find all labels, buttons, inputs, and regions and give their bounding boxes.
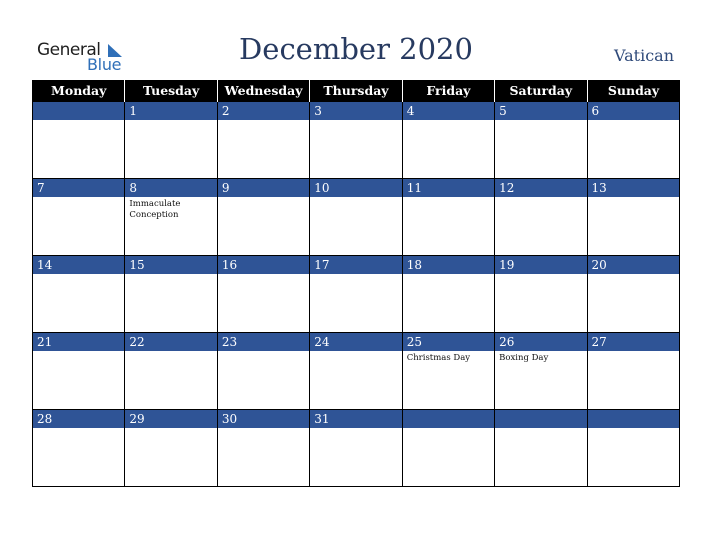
day-cell[interactable] <box>310 333 402 410</box>
day-cell[interactable] <box>125 333 217 410</box>
day-cell[interactable] <box>495 179 587 256</box>
day-number: 9 <box>218 179 309 197</box>
calendar-title: December 2020 <box>239 32 473 66</box>
weekday-header-row <box>33 80 680 102</box>
calendar-grid <box>32 80 680 487</box>
day-cell[interactable] <box>495 256 587 333</box>
day-number: 14 <box>33 256 124 274</box>
day-cell[interactable] <box>587 102 679 179</box>
day-number: 11 <box>403 179 494 197</box>
day-number: 22 <box>125 333 216 351</box>
day-cell[interactable] <box>125 256 217 333</box>
week-row <box>33 179 680 256</box>
week-row <box>33 410 680 487</box>
day-number: 3 <box>310 102 401 120</box>
day-number: 15 <box>125 256 216 274</box>
day-number: 7 <box>33 179 124 197</box>
day-cell[interactable] <box>217 102 309 179</box>
day-number: 20 <box>588 256 679 274</box>
week-row <box>33 256 680 333</box>
day-cell[interactable] <box>310 256 402 333</box>
day-cell[interactable] <box>402 410 494 487</box>
day-number: 1 <box>125 102 216 120</box>
day-cell[interactable] <box>217 179 309 256</box>
day-cell[interactable] <box>587 410 679 487</box>
day-cell[interactable] <box>587 256 679 333</box>
day-number <box>33 102 124 120</box>
day-number: 25 <box>403 333 494 351</box>
weekday-header-thursday: Thursday <box>310 80 402 102</box>
day-cell[interactable] <box>310 102 402 179</box>
week-row <box>33 333 680 410</box>
day-cell[interactable] <box>125 179 217 256</box>
holiday-label: Boxing Day <box>499 353 549 363</box>
day-cell[interactable] <box>310 410 402 487</box>
weekday-header-tuesday: Tuesday <box>125 80 217 102</box>
day-cell[interactable] <box>402 102 494 179</box>
logo-text-general: General <box>37 40 101 60</box>
weekday-header-sunday: Sunday <box>587 80 679 102</box>
day-number: 16 <box>218 256 309 274</box>
day-number: 31 <box>310 410 401 428</box>
day-number: 2 <box>218 102 309 120</box>
day-number: 24 <box>310 333 401 351</box>
day-number: 4 <box>403 102 494 120</box>
day-number: 30 <box>218 410 309 428</box>
day-cell[interactable] <box>33 102 125 179</box>
day-cell[interactable] <box>125 102 217 179</box>
holiday-label: Immaculate Conception <box>129 199 181 220</box>
day-number: 27 <box>588 333 679 351</box>
day-cell[interactable] <box>217 333 309 410</box>
day-cell[interactable] <box>217 410 309 487</box>
day-number: 8 <box>125 179 216 197</box>
day-number: 17 <box>310 256 401 274</box>
week-row <box>33 102 680 179</box>
day-number: 29 <box>125 410 216 428</box>
day-cell[interactable] <box>33 410 125 487</box>
day-number: 13 <box>588 179 679 197</box>
day-cell[interactable] <box>402 333 494 410</box>
weekday-header-saturday: Saturday <box>495 80 587 102</box>
day-number: 19 <box>495 256 586 274</box>
day-number <box>403 410 494 428</box>
day-number: 5 <box>495 102 586 120</box>
day-number: 28 <box>33 410 124 428</box>
day-cell[interactable] <box>495 410 587 487</box>
day-cell[interactable] <box>402 256 494 333</box>
day-number <box>588 410 679 428</box>
day-cell[interactable] <box>217 256 309 333</box>
day-cell[interactable] <box>495 333 587 410</box>
day-number: 10 <box>310 179 401 197</box>
day-number: 12 <box>495 179 586 197</box>
weekday-header-wednesday: Wednesday <box>217 80 309 102</box>
day-cell[interactable] <box>33 256 125 333</box>
day-number: 18 <box>403 256 494 274</box>
logo-text-blue: Blue <box>87 55 122 74</box>
day-number: 26 <box>495 333 586 351</box>
day-cell[interactable] <box>495 102 587 179</box>
day-cell[interactable] <box>587 333 679 410</box>
day-number: 6 <box>588 102 679 120</box>
weekday-header-friday: Friday <box>402 80 494 102</box>
day-number <box>495 410 586 428</box>
day-cell[interactable] <box>125 410 217 487</box>
day-cell[interactable] <box>402 179 494 256</box>
day-number: 21 <box>33 333 124 351</box>
day-number: 23 <box>218 333 309 351</box>
holiday-label: Christmas Day <box>406 353 471 363</box>
day-cell[interactable] <box>33 179 125 256</box>
day-cell[interactable] <box>310 179 402 256</box>
weekday-header-monday: Monday <box>33 80 125 102</box>
day-cell[interactable] <box>587 179 679 256</box>
country-label: Vatican <box>614 46 674 65</box>
day-cell[interactable] <box>33 333 125 410</box>
